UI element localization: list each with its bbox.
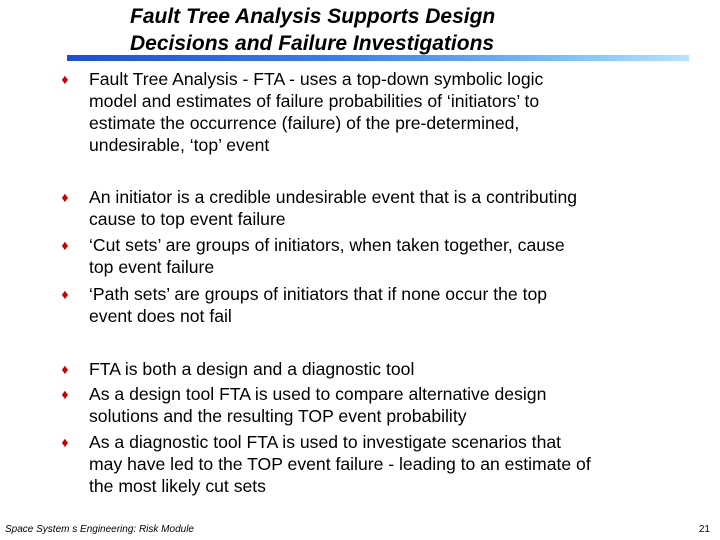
bullet-text: [89, 383, 679, 427]
diamond-bullet-icon: ♦: [61, 361, 69, 377]
bullet-line: the most likely cut sets: [89, 476, 266, 496]
footer-page-number: 21: [698, 524, 710, 535]
bullet-line: cause to top event failure: [89, 209, 286, 229]
bullet-line: As a diagnostic tool FTA is used to investigate scenarios that: [89, 432, 562, 452]
bullet-text: [89, 234, 679, 278]
bullet-line: An initiator is a credible undesirable event that is a contributing: [89, 187, 578, 207]
bullet-line: ‘Path sets’ are groups of initiators that if none occur the top: [89, 284, 548, 304]
bullet-line: ‘Cut sets’ are groups of initiators, when taken together, cause: [89, 235, 565, 255]
bullet-item: [58, 358, 678, 380]
diamond-bullet-icon: ♦: [61, 286, 69, 302]
bullet-line: As a design tool FTA is used to compare alternative design: [89, 384, 547, 404]
diamond-bullet-icon: ♦: [61, 71, 69, 87]
bullet-item: [58, 383, 678, 427]
diamond-bullet-icon: ♦: [61, 434, 69, 450]
bullet-text: [89, 358, 679, 380]
bullet-item: [58, 186, 678, 230]
bullet-line: may have led to the TOP event failure - leading to an estimate of: [89, 454, 591, 474]
bullet-text: [89, 283, 679, 327]
bullet-item: [58, 234, 678, 278]
bullet-text: [89, 68, 679, 156]
bullet-item: [58, 68, 678, 156]
diamond-bullet-icon: ♦: [61, 386, 69, 402]
bullet-line: undesirable, ‘top’ event: [89, 135, 270, 155]
diamond-bullet-icon: ♦: [61, 237, 69, 253]
bullet-text: [89, 186, 679, 230]
footer-course-label: Space System s Engineering: Risk Module: [5, 524, 194, 535]
bullet-text: [89, 431, 679, 497]
bullet-line: estimate the occurrence (failure) of the pre-determined,: [89, 113, 520, 133]
bullet-item: [58, 283, 678, 327]
bullet-line: Fault Tree Analysis - FTA - uses a top-down symbolic logic: [89, 69, 544, 89]
bullet-item: [58, 431, 678, 497]
bullet-line: event does not fail: [89, 306, 232, 326]
bullet-line: top event failure: [89, 257, 215, 277]
slide-title-line-2: Decisions and Failure Investigations: [130, 32, 495, 55]
bullet-line: FTA is both a design and a diagnostic tool: [89, 359, 415, 379]
slide-title-line-1: Fault Tree Analysis Supports Design: [130, 5, 496, 28]
bullet-line: model and estimates of failure probabilities of ‘initiators’ to: [89, 91, 540, 111]
diamond-bullet-icon: ♦: [61, 189, 69, 205]
bullet-line: solutions and the resulting TOP event probability: [89, 406, 467, 426]
